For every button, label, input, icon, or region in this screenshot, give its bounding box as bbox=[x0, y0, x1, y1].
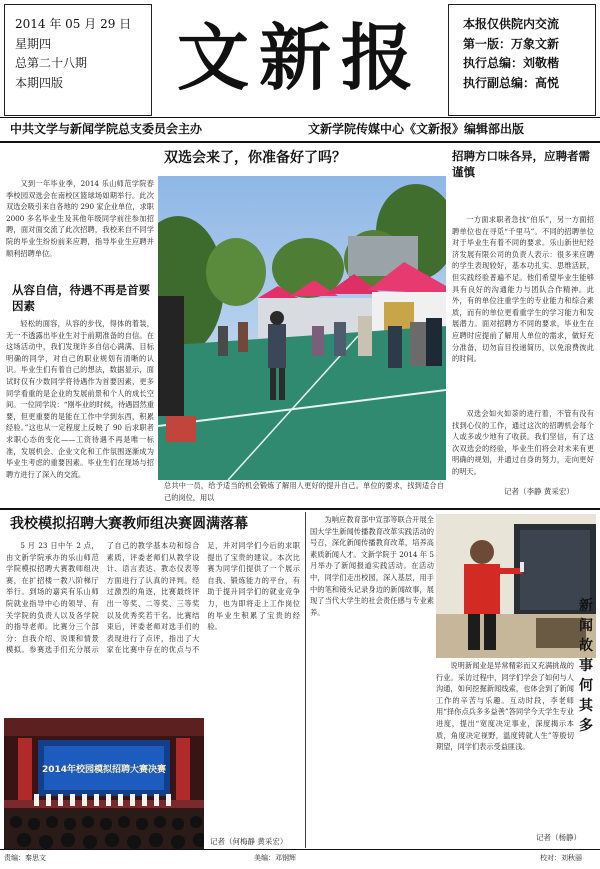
job-fair-illustration bbox=[158, 176, 446, 480]
sidebar-conclusion: 双选会如火如荼的进行着，不管有没有找到心仪的工作，通过这次的招聘机会每个人或多或少地有了收获。我们坚信，有了这次双选会的经验，毕业生们将会对未来有更明确的规划，并通过自身的努力，走向更好的明天。 bbox=[452, 409, 594, 476]
story3-body-continued: 说明新闻业是异常精彩而又充满挑战的行业。采访过程中，同学们学会了如何与人沟通，如何挖掘新闻线索，也体会到了新闻工作的辛苦与乐趣。互动时段，李老师用“择你点兵多多益善”答同学今天学生专业进度，提出“宽度决定事业，深度揭示本质，角度决定视野，温度铸就人生”等殷切期望，同学们表示受益匪浅。 bbox=[436, 661, 574, 752]
page-editor: 第一版：万象文新 bbox=[463, 36, 560, 51]
story2-byline: 记者（何梅静 黄采宏） bbox=[210, 837, 288, 846]
sidebar-body: 一方面求职者急找“伯乐”，另一方面招聘单位也在寻觅“千里马”。不同的招聘单位对于毕业生有着不同的要求。乐山新世纪经济发展有限公司的负责人表示：很多来应聘的学生表现较好，基本功扎实、思维活跃，但实践经验普遍不足。他们希望毕业生能够具有良好的沟通能力与团队合作精神。此外，有的单位注重学生的专业能力和综合素质，而有的单位更看重学生的学习能力和发展潜力。面对招聘方不同的要求，毕业生在应聘时应提前了解用人单位的需求，做好充分准备，切勿盲目投递简历，以免浪费彼此的时间。 bbox=[452, 215, 594, 364]
story3-body: 为响应教育部中宣部等联合开展全国大学生新闻传播教育改革实践活动的号召，深化新闻传播教育改革，培养高素质新闻人才。文新学院于 2014 年 5 月举办了新闻报道实践活动。在活动中，同学们走出校园，深入基层，用手中的笔和镜头记录身边的新闻故事，展现了当代大学生的社会责任感与专业素养。 bbox=[310, 515, 434, 617]
footer-rule bbox=[0, 849, 600, 850]
story3-body-left-continued bbox=[310, 664, 430, 840]
story1-intro: 又到一年毕业季，2014 乐山师范学院春季校园双选会在南校区篮球场如期举行。此次双选会吸引来自各地的 290 家企业单位，求职 2000 多名毕业生及其他年级同学前往参加招聘，面对面交流了此次招聘，我校来自不同学院的毕业生纷纷前来应聘，指导毕业生应聘并顺利招聘单位。 bbox=[6, 179, 154, 258]
column-divider bbox=[305, 512, 306, 848]
masthead-info-right bbox=[448, 4, 596, 116]
issue-weekday: 星期四 bbox=[15, 36, 52, 51]
section-rule bbox=[0, 508, 600, 510]
story1-headline: 双选会来了，你准备好了吗？ bbox=[164, 150, 346, 166]
circulation-notice: 本报仅供院内交流 bbox=[463, 17, 560, 31]
contest-stage-illustration bbox=[4, 718, 204, 850]
header-rule bbox=[0, 141, 600, 143]
deputy-editor: 执行副总编：高悦 bbox=[463, 75, 560, 90]
issue-date: 2014 年 05 月 29 日 bbox=[15, 17, 132, 31]
lecture-photo bbox=[436, 514, 596, 658]
sidebar-headline: 招聘方口味各异，应聘者需谨慎 bbox=[452, 149, 590, 179]
job-fair-photo bbox=[158, 176, 446, 480]
footer-editor: 责编：秦思文 bbox=[4, 854, 46, 862]
story1-subhead: 从容自信，待遇不再是首要因素 bbox=[12, 283, 150, 313]
sponsor-left: 中共文学与新闻学院总支委员会主办 bbox=[10, 122, 203, 136]
sponsor-right: 文新学院传媒中心《文新报》编辑部出版 bbox=[308, 122, 525, 136]
footer-art-editor: 美编：邓钢辉 bbox=[254, 854, 296, 862]
chief-editor: 执行总编：刘敬楷 bbox=[463, 56, 560, 70]
story2-body-continued bbox=[208, 720, 302, 832]
story3-vertical-headline: 新闻故事何其多 bbox=[579, 598, 593, 734]
story2-body: 5 月 23 日中午 2 点，由文新学院承办的乐山师范学院模拟招聘大赛教师组决赛，在扩招楼一教八阶梯厅举行。到场的嘉宾有乐山师院就业指导中心的领导、有关学院的负责人以及各学院的指导老师。比赛分三个部分：自我介绍、说课和情景模拟。参赛选手们充分展示了自己的教学基本功和综合素质，评委老师们从教学设计、语言表达、教态仪表等方面进行了认真的评判。经过激烈的角逐，比赛最终评出一等奖、二等奖、三等奖以及优秀奖若干名。比赛结束后，评委老师对选手们的表现进行了点评，指出了大家在比赛中存在的优点与不足，并对同学们今后的求职提出了宝贵的建议。本次比赛为同学们提供了一个展示自我、锻炼能力的平台，有助于提升同学们的就业竞争力，也为即将走上工作岗位的毕业生积累了宝贵的经验。 bbox=[6, 541, 300, 655]
story1-byline: 记者（李静 黄采宏） bbox=[504, 487, 574, 496]
photo-caption: 总共中一员，给予适当的机会锻炼了解用人更好的提升自己。单位的要求，找到适合自己的岗位，用以 bbox=[164, 481, 444, 502]
masthead-info-left bbox=[4, 4, 152, 116]
story2-headline: 我校模拟招聘大赛教师组决赛圆满落幕 bbox=[10, 516, 248, 532]
footer-proofreader: 校对：刘秋丽 bbox=[540, 854, 582, 862]
issue-page-count: 本期四版 bbox=[15, 75, 64, 90]
contest-banner-text: 2014年校园模拟招聘大赛决赛 bbox=[41, 765, 167, 775]
story1-body: 轻松的面容，从容的步伐，得体的着装，无一不透露出毕业生对于前期准备的自信。在这场活动中，我们发现许多自信心满满、目标明确的同学，对自己的职业规划有清晰的认识。毕业生们有着自己的想法，数据显示，面试时仅有少数同学将待遇作为首要因素，更多同学看重的是企业的发展前景和个人的成长空间。一位同学说：“刚毕业的时候，待遇固然重要，但更重要的是能在工作中学到东西，积累经验。”这也从一定程度上反映了 90 后求职者求职心态的变化——工资待遇不再是唯一标准，发展机会、企业文化和工作氛围逐渐成为毕业生考虑的重要因素。毕业生们在现场与招聘方进行了深入的交流。 bbox=[6, 319, 154, 479]
newspaper-title: 文新报 bbox=[176, 15, 423, 100]
issue-total-number: 总第二十八期 bbox=[15, 56, 88, 70]
contest-photo bbox=[4, 718, 204, 850]
lecture-illustration bbox=[436, 514, 596, 658]
masthead-rule bbox=[0, 117, 600, 118]
story3-byline: 记者（杨静） bbox=[536, 833, 581, 842]
